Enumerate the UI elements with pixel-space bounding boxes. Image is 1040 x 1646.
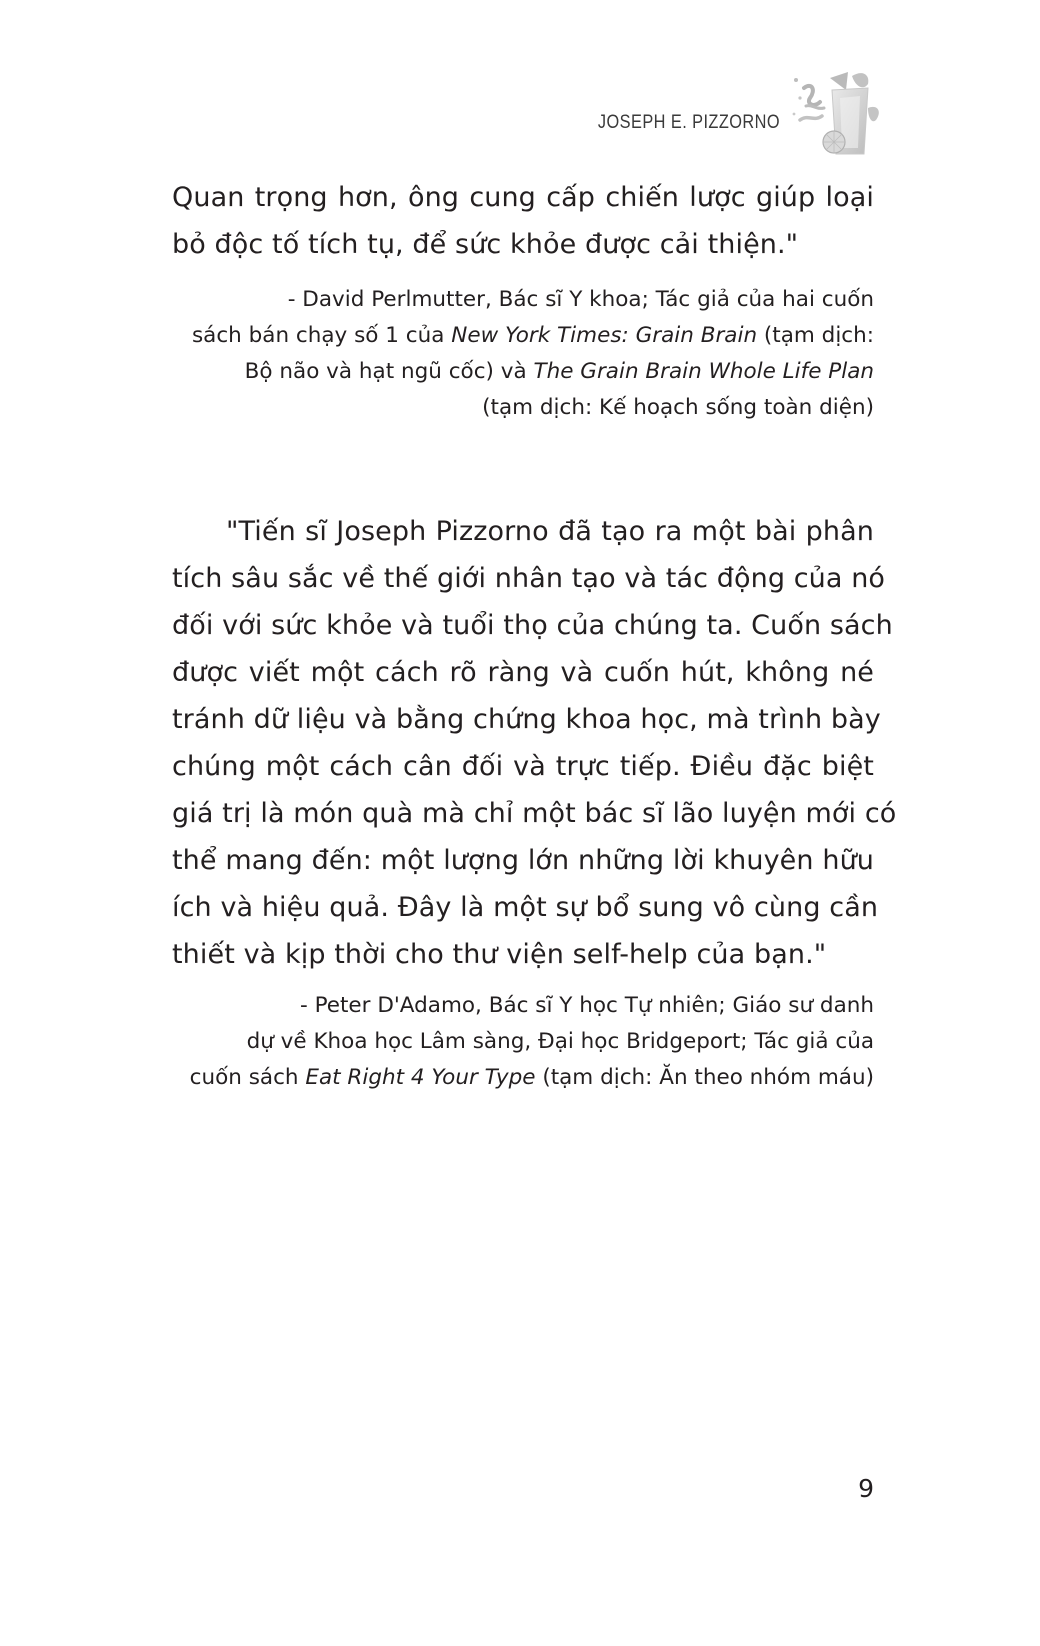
attribution-line: - Peter D'Adamo, Bác sĩ Y học Tự nhiên; Giáo sư danh bbox=[299, 993, 874, 1018]
quote-line: "Tiến sĩ Joseph Pizzorno đã tạo ra một bài phân bbox=[226, 516, 874, 547]
book-title-grain-brain: New York Times: Grain Brain bbox=[451, 323, 758, 348]
attribution-dadamo bbox=[172, 988, 874, 1096]
quote-line: thể mang đến: một lượng lớn những lời khuyên hữu bbox=[172, 845, 874, 876]
drink-splash-illustration-icon bbox=[790, 68, 882, 158]
quote-perlmutter-tail bbox=[172, 174, 874, 268]
attribution-line bbox=[172, 1060, 874, 1096]
quote-line: bỏ độc tố tích tụ, để sức khỏe được cải thiện." bbox=[172, 229, 799, 260]
quote-line: tránh dữ liệu và bằng chứng khoa học, mà trình bày bbox=[172, 704, 881, 735]
quote-line: ích và hiệu quả. Đây là một sự bổ sung vô cùng cần bbox=[172, 892, 879, 923]
attribution-line: (tạm dịch: Kế hoạch sống toàn diện) bbox=[482, 395, 874, 420]
attribution-line bbox=[172, 318, 874, 354]
running-header-author: JOSEPH E. PIZZORNO bbox=[597, 112, 780, 133]
book-title-eat-right: Eat Right 4 Your Type bbox=[305, 1065, 536, 1090]
quote-line: thiết và kịp thời cho thư viện self-help của bạn." bbox=[172, 939, 827, 970]
attribution-line bbox=[172, 354, 874, 390]
attribution-text: (tạm dịch: bbox=[757, 323, 874, 348]
quote-line: tích sâu sắc về thế giới nhân tạo và tác động của nó bbox=[172, 563, 886, 594]
attribution-text: cuốn sách bbox=[189, 1065, 306, 1090]
quote-line: đối với sức khỏe và tuổi thọ của chúng ta. Cuốn sách bbox=[172, 610, 893, 641]
page-number: 9 bbox=[858, 1474, 874, 1503]
quote-line: được viết một cách rõ ràng và cuốn hút, không né bbox=[172, 657, 874, 688]
attribution-line: - David Perlmutter, Bác sĩ Y khoa; Tác giả của hai cuốn bbox=[287, 287, 874, 312]
attribution-line: dự về Khoa học Lâm sàng, Đại học Bridgeport; Tác giả của bbox=[246, 1029, 874, 1054]
attribution-text: sách bán chạy số 1 của bbox=[191, 323, 452, 348]
quote-dadamo bbox=[172, 508, 897, 978]
quote-line: Quan trọng hơn, ông cung cấp chiến lược giúp loại bbox=[172, 182, 874, 213]
attribution-text: Bộ não và hạt ngũ cốc) và bbox=[244, 359, 534, 384]
attribution-perlmutter bbox=[172, 282, 874, 426]
book-title-whole-life-plan: The Grain Brain Whole Life Plan bbox=[533, 359, 874, 384]
attribution-text: (tạm dịch: Ăn theo nhóm máu) bbox=[535, 1065, 874, 1090]
quote-line: giá trị là món quà mà chỉ một bác sĩ lão luyện mới có bbox=[172, 798, 897, 829]
quote-line: chúng một cách cân đối và trực tiếp. Điều đặc biệt bbox=[172, 751, 874, 782]
